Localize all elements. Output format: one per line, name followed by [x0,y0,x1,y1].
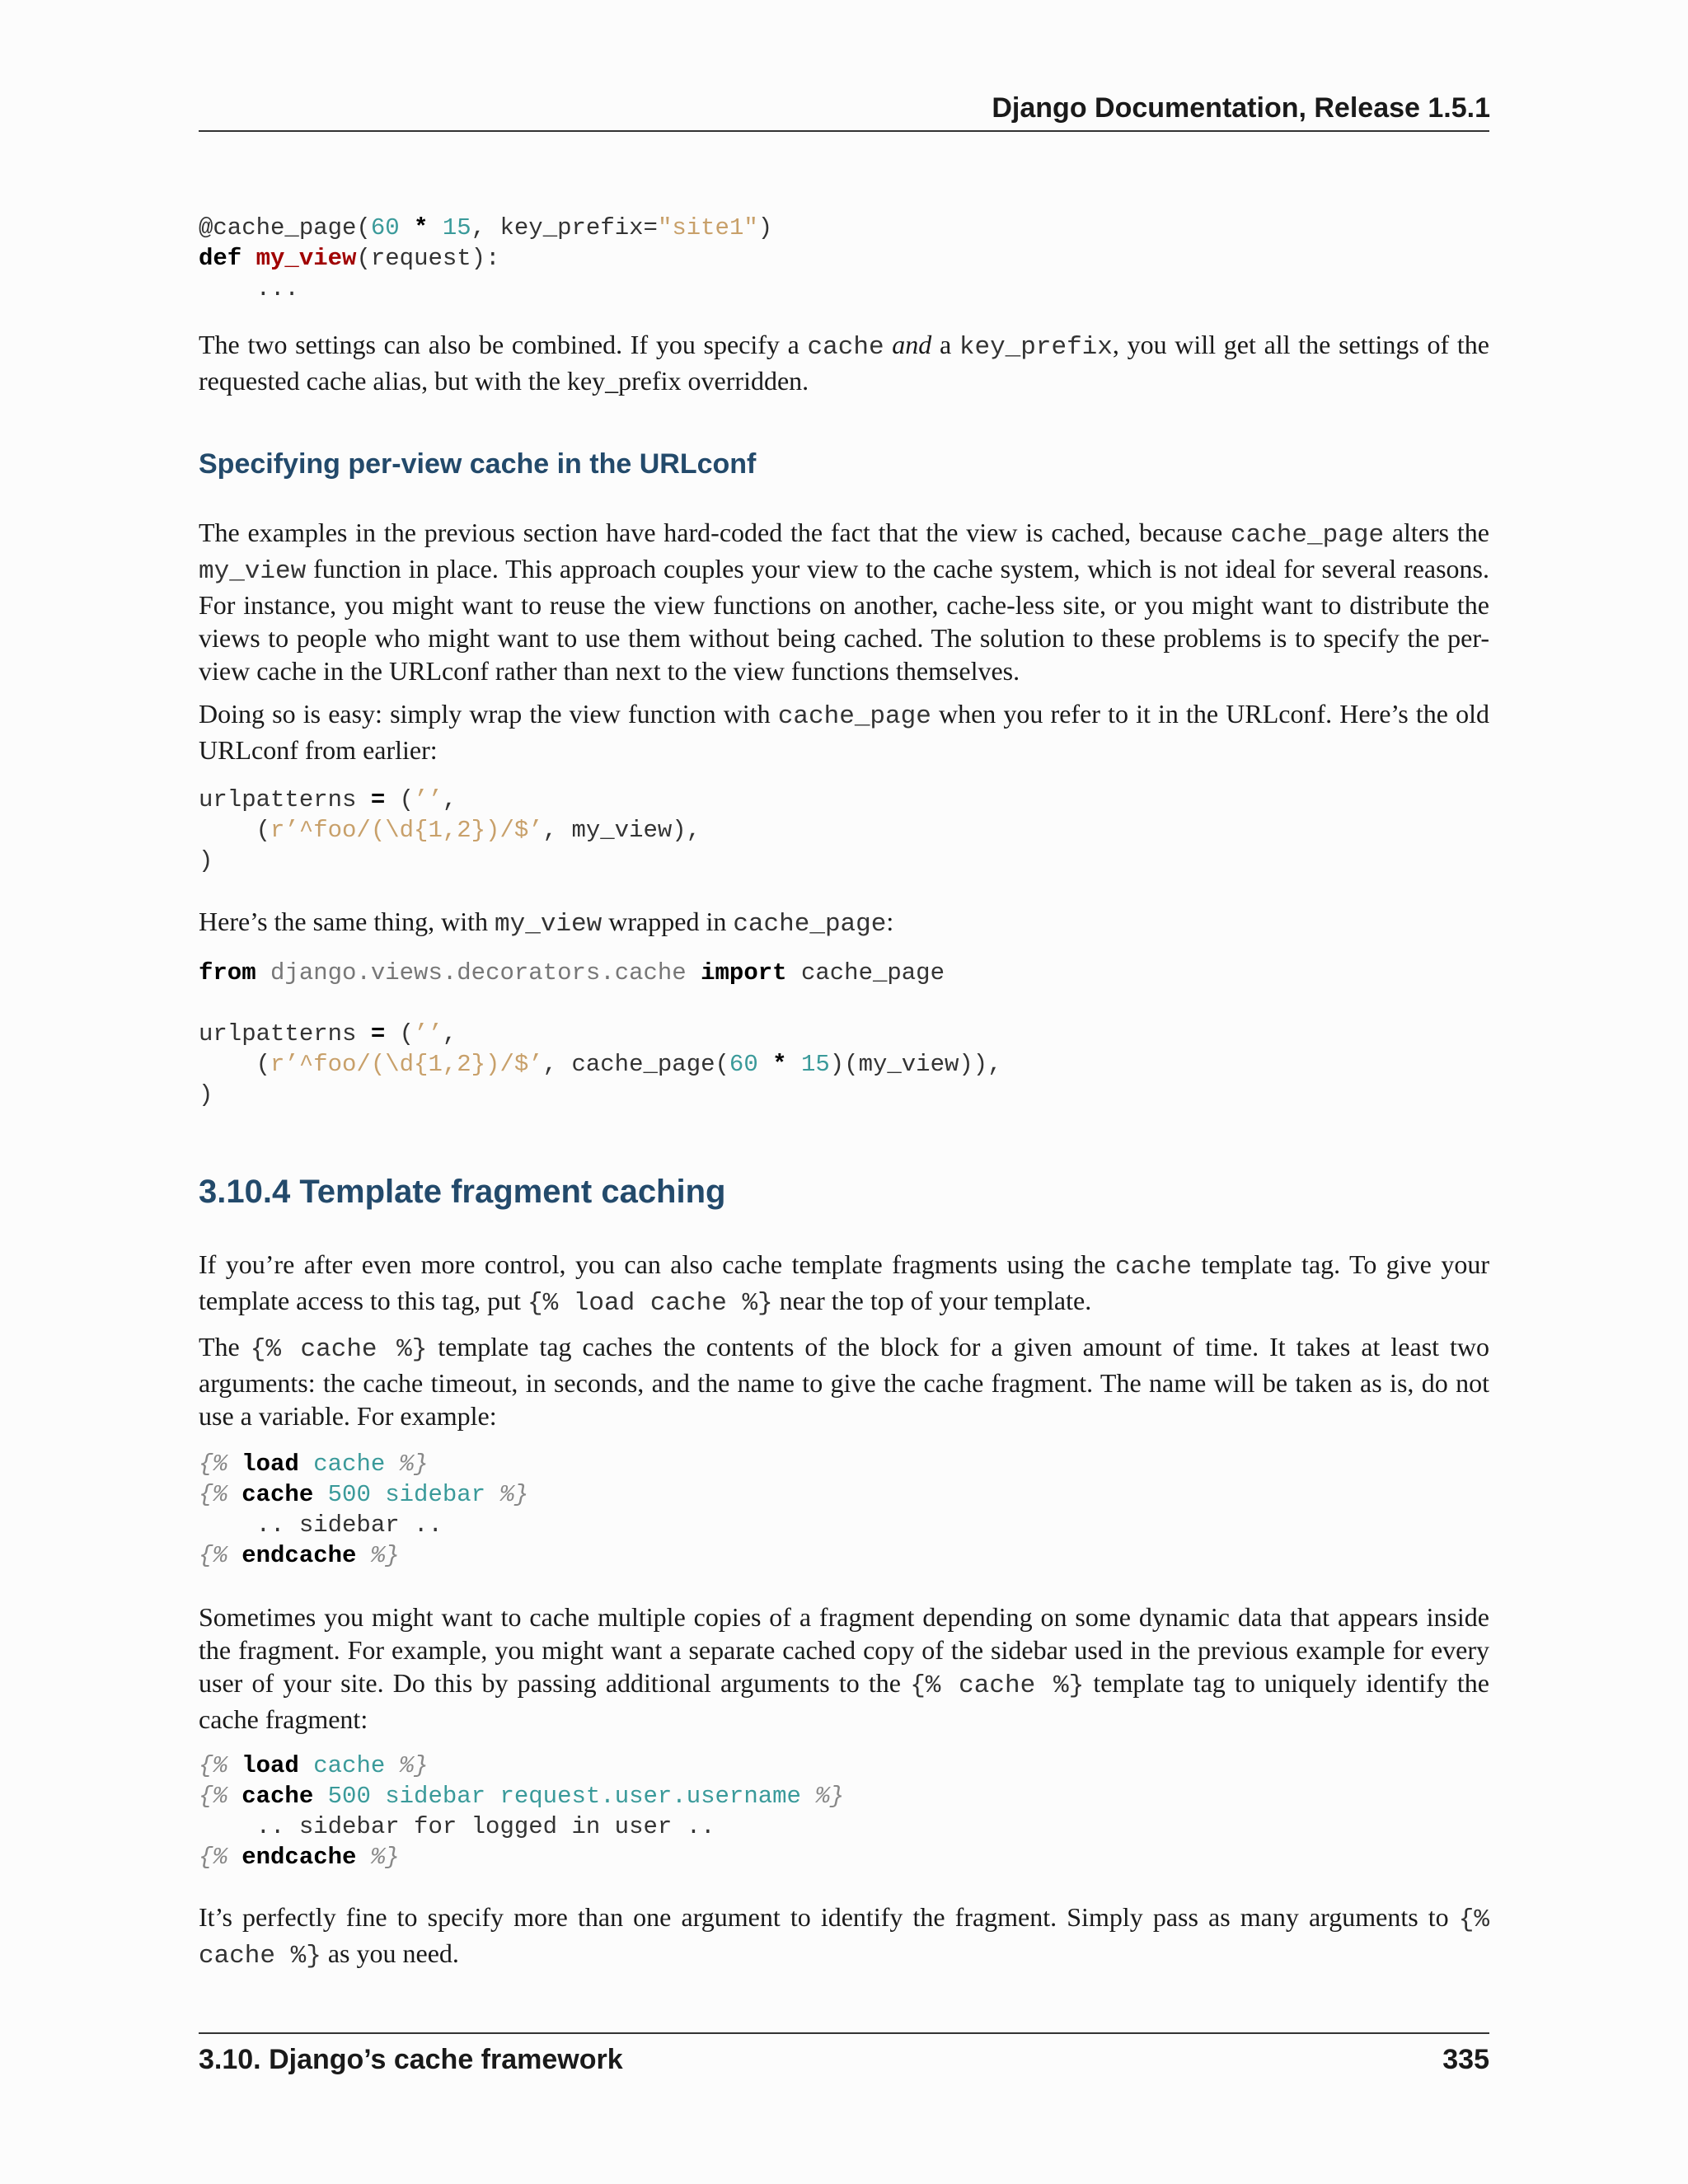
heading-per-view-urlconf: Specifying per-view cache in the URLconf [199,448,757,480]
page-number: 335 [1442,2044,1489,2075]
paragraph-combined-settings: The two settings can also be combined. If you specify a cache and a key_prefix, you will get all the settings of the requested cache alias, but with the key_prefix overridden. [199,330,1489,396]
code-block-cache-per-user: {% load cache %} {% cache 500 sidebar request.user.username %} .. sidebar for logged in user .. {% endcache %} [199,1752,845,1871]
header-rule [199,130,1489,132]
paragraph-hard-coded: The examples in the previous section have hard-coded the fact that the view is cached, because cache_page alters the my_view function in place. This approach couples your view to the cache system, which is not ideal for several reasons. For instance, you might want to reuse the view functions on another, cache-less site, or you might want to distribute the views to people who might want to use them without being cached. The solution to these problems is to specify the per-view cache in the URLconf rather than next to the view functions themselves. [199,518,1490,686]
running-footer [199,2044,1489,2076]
footer-rule [199,2032,1489,2034]
paragraph-cache-tag: The {% cache %} template tag caches the contents of the block for a given amount of time. It takes at least two arguments: the cache timeout, in seconds, and the name to give the cache fragment. The name will be taken as is, do not use a variable. For example: [199,1332,1490,1431]
paragraph-multiple-arguments: It’s perfectly fine to specify more than one argument to identify the fragment. Simply pass as many arguments to {% cache %} as you need. [199,1902,1489,1971]
code-block-cache-sidebar: {% load cache %} {% cache 500 sidebar %} .. sidebar .. {% endcache %} [199,1451,529,1569]
paragraph-doing-so-easy: Doing so is easy: simply wrap the view function with cache_page when you refer to it in the URLconf. Here’s the old URLconf from earlier: [199,699,1490,765]
footer-section-title: 3.10. Django’s cache framework [199,2044,623,2075]
heading-template-fragment-caching: 3.10.4 Template fragment caching [199,1174,726,1210]
paragraph-multiple-copies: Sometimes you might want to cache multiple copies of a fragment depending on some dynamic data that appears inside the fragment. For example, you might want a separate cached copy of the sidebar used in the previous example for every user of your site. Do this by passing additional arguments to the {% cache %} template tag to uniquely identify the cache fragment: [199,1602,1490,1734]
paragraph-same-thing: Here’s the same thing, with my_view wrapped in cache_page: [199,907,894,939]
code-block-wrapped-urlconf: from django.views.decorators.cache import cache_page urlpatterns = (’’, (r’^foo/(\d{1,2})/$’, cache_page(60 * 15)(my_view)), ) [199,959,1002,1108]
paragraph-more-control: If you’re after even more control, you can also cache template fragments using the cache template tag. To give your template access to this tag, put {% load cache %} near the top of your template. [199,1249,1490,1318]
code-block-cache-page-prefix: @cache_page(60 * 15, key_prefix="site1") def my_view(request): ... [199,214,773,302]
running-header: Django Documentation, Release 1.5.1 [992,92,1490,124]
code-block-old-urlconf: urlpatterns = (’’, (r’^foo/(\d{1,2})/$’, my_view), ) [199,786,701,874]
